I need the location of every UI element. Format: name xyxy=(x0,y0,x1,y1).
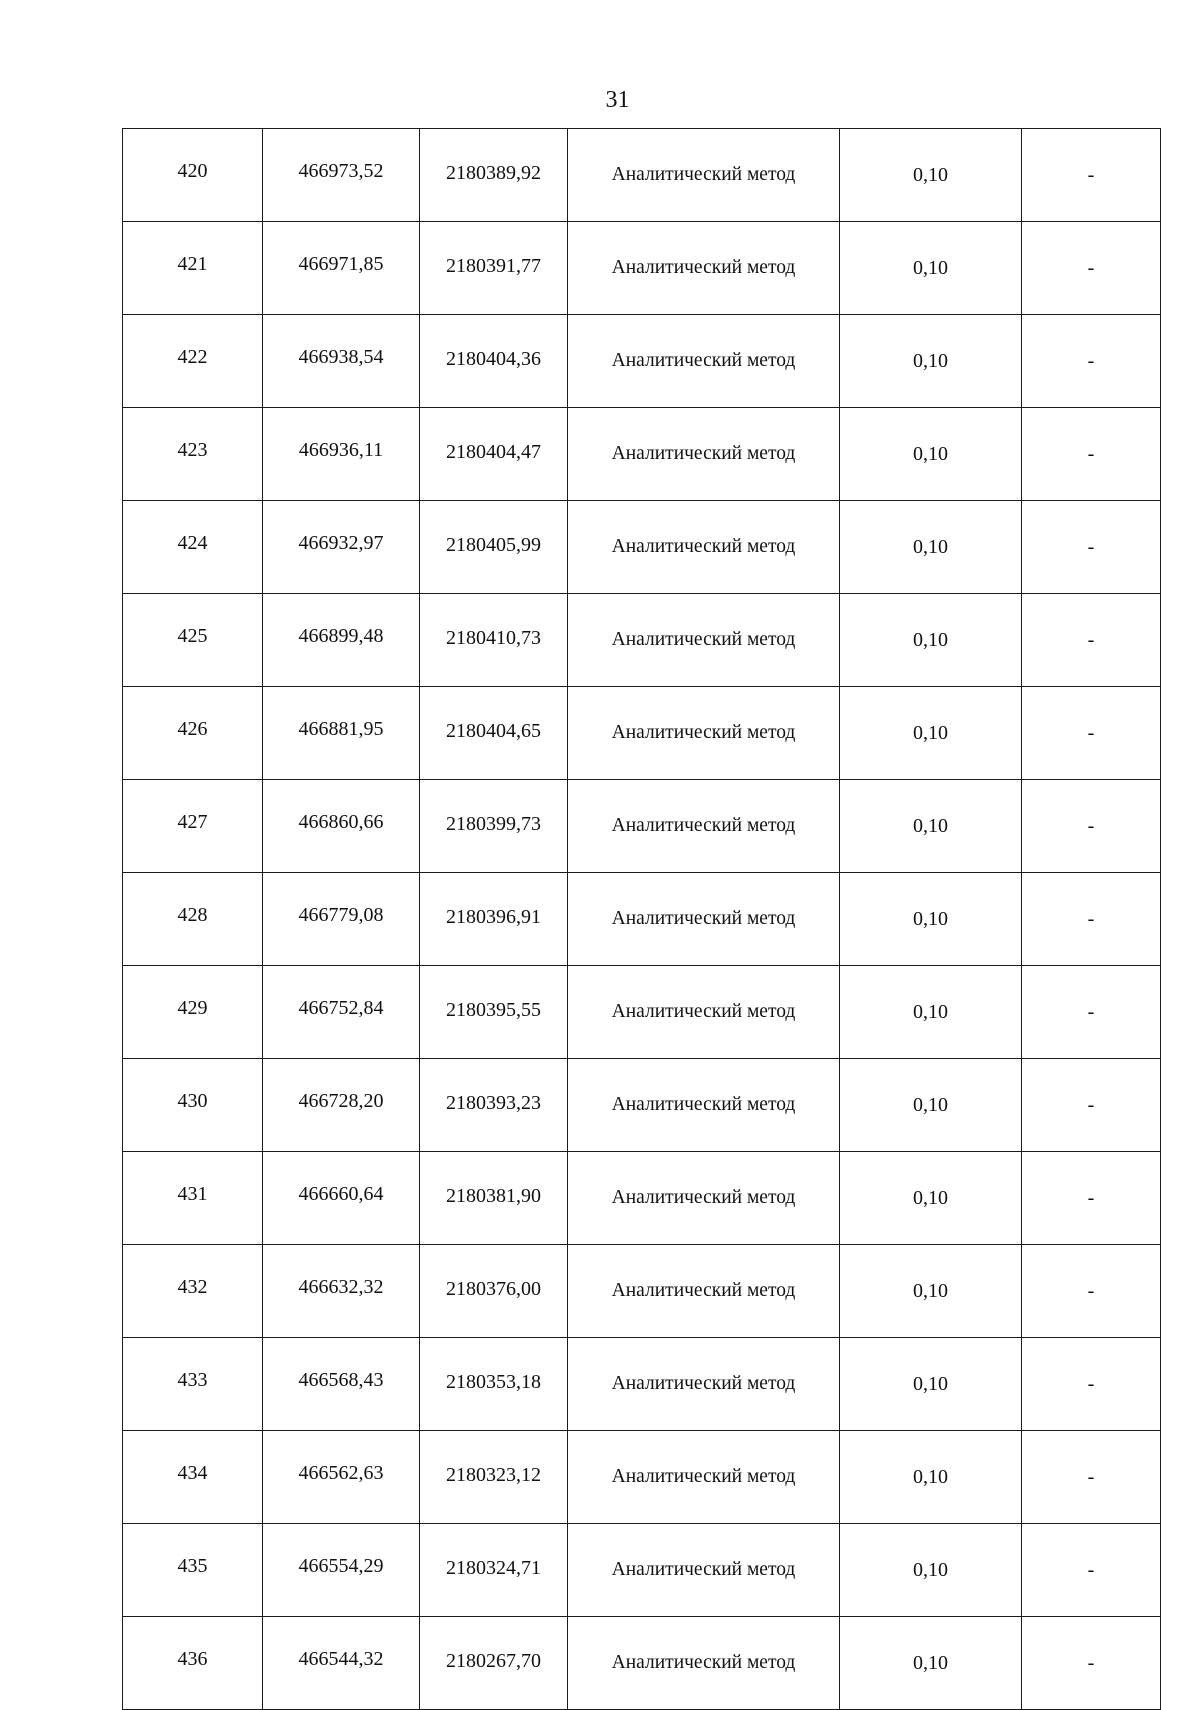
method-cell: Аналитический метод xyxy=(568,966,840,1059)
x-coordinate-cell: 466752,84 xyxy=(263,966,420,1059)
point-number-cell: 426 xyxy=(123,687,263,780)
y-coordinate-cell: 2180267,70 xyxy=(420,1617,568,1710)
point-number-cell: 421 xyxy=(123,222,263,315)
y-coordinate-cell: 2180389,92 xyxy=(420,129,568,222)
accuracy-cell: 0,10 xyxy=(840,1524,1022,1617)
method-cell: Аналитический метод xyxy=(568,1524,840,1617)
method-cell: Аналитический метод xyxy=(568,222,840,315)
method-cell: Аналитический метод xyxy=(568,873,840,966)
note-cell: - xyxy=(1022,129,1161,222)
point-number-cell: 425 xyxy=(123,594,263,687)
accuracy-cell: 0,10 xyxy=(840,1059,1022,1152)
y-coordinate-cell: 2180376,00 xyxy=(420,1245,568,1338)
accuracy-cell: 0,10 xyxy=(840,1152,1022,1245)
table-row xyxy=(123,315,1161,408)
y-coordinate-cell: 2180353,18 xyxy=(420,1338,568,1431)
y-coordinate-cell: 2180323,12 xyxy=(420,1431,568,1524)
point-number-cell: 429 xyxy=(123,966,263,1059)
x-coordinate-cell: 466860,66 xyxy=(263,780,420,873)
method-cell: Аналитический метод xyxy=(568,408,840,501)
page-number: 31 xyxy=(605,87,630,113)
note-cell: - xyxy=(1022,1431,1161,1524)
coordinates-table-body xyxy=(123,129,1161,1710)
table-row xyxy=(123,1059,1161,1152)
point-number-cell: 434 xyxy=(123,1431,263,1524)
y-coordinate-cell: 2180410,73 xyxy=(420,594,568,687)
point-number-cell: 435 xyxy=(123,1524,263,1617)
point-number-cell: 420 xyxy=(123,129,263,222)
note-cell: - xyxy=(1022,222,1161,315)
note-cell: - xyxy=(1022,594,1161,687)
method-cell: Аналитический метод xyxy=(568,687,840,780)
accuracy-cell: 0,10 xyxy=(840,780,1022,873)
y-coordinate-cell: 2180393,23 xyxy=(420,1059,568,1152)
coordinates-table xyxy=(122,128,1161,1710)
x-coordinate-cell: 466936,11 xyxy=(263,408,420,501)
x-coordinate-cell: 466938,54 xyxy=(263,315,420,408)
x-coordinate-cell: 466899,48 xyxy=(263,594,420,687)
accuracy-cell: 0,10 xyxy=(840,873,1022,966)
note-cell: - xyxy=(1022,408,1161,501)
note-cell: - xyxy=(1022,1617,1161,1710)
table-row xyxy=(123,1524,1161,1617)
accuracy-cell: 0,10 xyxy=(840,687,1022,780)
y-coordinate-cell: 2180404,65 xyxy=(420,687,568,780)
x-coordinate-cell: 466779,08 xyxy=(263,873,420,966)
table-row xyxy=(123,780,1161,873)
point-number-cell: 423 xyxy=(123,408,263,501)
y-coordinate-cell: 2180399,73 xyxy=(420,780,568,873)
accuracy-cell: 0,10 xyxy=(840,1617,1022,1710)
y-coordinate-cell: 2180396,91 xyxy=(420,873,568,966)
x-coordinate-cell: 466544,32 xyxy=(263,1617,420,1710)
point-number-cell: 427 xyxy=(123,780,263,873)
method-cell: Аналитический метод xyxy=(568,129,840,222)
y-coordinate-cell: 2180405,99 xyxy=(420,501,568,594)
method-cell: Аналитический метод xyxy=(568,1338,840,1431)
table-row xyxy=(123,1431,1161,1524)
note-cell: - xyxy=(1022,315,1161,408)
note-cell: - xyxy=(1022,873,1161,966)
method-cell: Аналитический метод xyxy=(568,780,840,873)
table-row xyxy=(123,501,1161,594)
note-cell: - xyxy=(1022,1245,1161,1338)
table-row xyxy=(123,1617,1161,1710)
table-row xyxy=(123,222,1161,315)
note-cell: - xyxy=(1022,966,1161,1059)
accuracy-cell: 0,10 xyxy=(840,1245,1022,1338)
accuracy-cell: 0,10 xyxy=(840,129,1022,222)
x-coordinate-cell: 466728,20 xyxy=(263,1059,420,1152)
accuracy-cell: 0,10 xyxy=(840,501,1022,594)
point-number-cell: 424 xyxy=(123,501,263,594)
point-number-cell: 431 xyxy=(123,1152,263,1245)
method-cell: Аналитический метод xyxy=(568,1059,840,1152)
note-cell: - xyxy=(1022,780,1161,873)
x-coordinate-cell: 466973,52 xyxy=(263,129,420,222)
table-row xyxy=(123,966,1161,1059)
table-row xyxy=(123,1245,1161,1338)
method-cell: Аналитический метод xyxy=(568,1431,840,1524)
method-cell: Аналитический метод xyxy=(568,315,840,408)
y-coordinate-cell: 2180324,71 xyxy=(420,1524,568,1617)
accuracy-cell: 0,10 xyxy=(840,966,1022,1059)
y-coordinate-cell: 2180404,36 xyxy=(420,315,568,408)
accuracy-cell: 0,10 xyxy=(840,594,1022,687)
table-row xyxy=(123,408,1161,501)
accuracy-cell: 0,10 xyxy=(840,408,1022,501)
accuracy-cell: 0,10 xyxy=(840,222,1022,315)
y-coordinate-cell: 2180395,55 xyxy=(420,966,568,1059)
table-row xyxy=(123,687,1161,780)
table-row xyxy=(123,594,1161,687)
x-coordinate-cell: 466660,64 xyxy=(263,1152,420,1245)
method-cell: Аналитический метод xyxy=(568,1617,840,1710)
point-number-cell: 430 xyxy=(123,1059,263,1152)
accuracy-cell: 0,10 xyxy=(840,1338,1022,1431)
y-coordinate-cell: 2180391,77 xyxy=(420,222,568,315)
table-row xyxy=(123,873,1161,966)
x-coordinate-cell: 466562,63 xyxy=(263,1431,420,1524)
x-coordinate-cell: 466881,95 xyxy=(263,687,420,780)
table-row xyxy=(123,1338,1161,1431)
method-cell: Аналитический метод xyxy=(568,594,840,687)
note-cell: - xyxy=(1022,1152,1161,1245)
x-coordinate-cell: 466632,32 xyxy=(263,1245,420,1338)
note-cell: - xyxy=(1022,1059,1161,1152)
table-row xyxy=(123,129,1161,222)
note-cell: - xyxy=(1022,1338,1161,1431)
method-cell: Аналитический метод xyxy=(568,1152,840,1245)
note-cell: - xyxy=(1022,1524,1161,1617)
method-cell: Аналитический метод xyxy=(568,1245,840,1338)
x-coordinate-cell: 466554,29 xyxy=(263,1524,420,1617)
x-coordinate-cell: 466568,43 xyxy=(263,1338,420,1431)
note-cell: - xyxy=(1022,501,1161,594)
x-coordinate-cell: 466971,85 xyxy=(263,222,420,315)
accuracy-cell: 0,10 xyxy=(840,315,1022,408)
x-coordinate-cell: 466932,97 xyxy=(263,501,420,594)
point-number-cell: 432 xyxy=(123,1245,263,1338)
method-cell: Аналитический метод xyxy=(568,501,840,594)
accuracy-cell: 0,10 xyxy=(840,1431,1022,1524)
point-number-cell: 436 xyxy=(123,1617,263,1710)
point-number-cell: 422 xyxy=(123,315,263,408)
point-number-cell: 433 xyxy=(123,1338,263,1431)
note-cell: - xyxy=(1022,687,1161,780)
table-row xyxy=(123,1152,1161,1245)
point-number-cell: 428 xyxy=(123,873,263,966)
y-coordinate-cell: 2180381,90 xyxy=(420,1152,568,1245)
y-coordinate-cell: 2180404,47 xyxy=(420,408,568,501)
